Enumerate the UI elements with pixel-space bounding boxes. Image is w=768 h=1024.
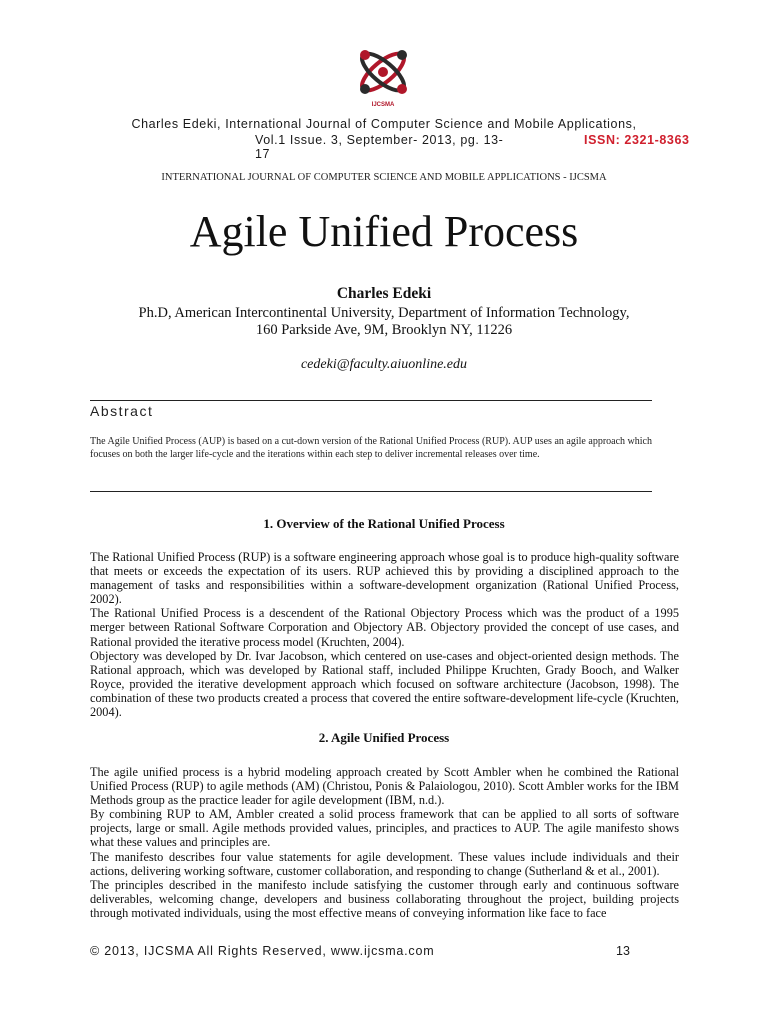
paragraph: The manifesto describes four value statements for agile development. These values include individuals and their actions, delivering working software, customer collaboration, and responding to change (Sutherland & et al., 2001). [90, 849, 679, 878]
paragraph: The Rational Unified Process is a descendent of the Rational Objectory Process which was the product of a 1995 merger between Rational Software Corporation and Objectory AB. Objectory provided the concept of use cases, and Rational provided the iterative process model (Kruchten, 2004). [90, 606, 679, 649]
ijcsma-logo [348, 42, 418, 112]
paragraph: The agile unified process is a hybrid modeling approach created by Scott Ambler when he combined the Rational Unified Process (RUP) to agile methods (AM) (Christou, Ponis & Palaiologou, 2010). Scott Ambler works for the IBM Methods group as the practice leader for agile development (IBM, n.d.). [90, 765, 679, 808]
abstract-text: The Agile Unified Process (AUP) is based on a cut-down version of the Rational Unified Process (RUP). AUP uses an agile approach which focuses on both the larger life-cycle and the iterations within each step to deliver incremental releases over time. [90, 436, 652, 460]
citation-line-1: Charles Edeki, International Journal of Computer Science and Mobile Applications, [131, 117, 637, 131]
section-heading-overview: 1. Overview of the Rational Unified Process [263, 516, 505, 531]
section-heading-aup: 2. Agile Unified Process [318, 730, 450, 745]
abstract-top-rule [90, 400, 652, 401]
paragraph: The principles described in the manifesto include satisfying the customer through early and continuous software deliverables, welcoming change, developers and business collaborating throughout the project, building projects through motivated individuals, using the most effective means of conveying information like face to face [90, 877, 679, 920]
section-body-aup [90, 765, 679, 920]
section-body-overview [90, 550, 679, 719]
author-name: Charles Edeki [336, 285, 432, 302]
logo-caption: IJCSMA [371, 102, 395, 108]
page-number: 13 [616, 944, 630, 958]
paragraph: By combining RUP to AM, Ambler created a solid process framework that can be applied to all sorts of software projects, large or small. Agile methods provided values, principles, and practices to AUP. The agile manifesto shows what these values and principles are. [90, 807, 679, 850]
issn-label: ISSN: 2321-8363 [584, 133, 690, 147]
atom-logo-icon [348, 42, 418, 104]
author-email: cedeki@faculty.aiuonline.edu [300, 357, 468, 372]
journal-name: INTERNATIONAL JOURNAL OF COMPUTER SCIENCE AND MOBILE APPLICATIONS - IJCSMA [161, 172, 607, 183]
abstract-bottom-rule [90, 491, 652, 492]
affiliation-line-2: 160 Parkside Ave, 9M, Brooklyn NY, 11226 [255, 322, 513, 338]
footer-copyright: © 2013, IJCSMA All Rights Reserved, www.ijcsma.com [90, 944, 435, 958]
paragraph: Objectory was developed by Dr. Ivar Jacobson, which centered on use-cases and object-oriented design methods. The Rational approach, which was developed by Rational staff, included Philippe Kruchten, Grady Booch, and Walker Royce, provided the iterative development approach which focused on software architecture (Jacobson, 1998). The combination of these two products created a process that covered the entire software-development life-cycle (Kruchten, 2004). [90, 648, 679, 720]
paper-title: Agile Unified Process [189, 207, 579, 256]
affiliation-line-1: Ph.D, American Intercontinental University, Department of Information Technology, [138, 305, 630, 321]
abstract-heading: Abstract [90, 403, 154, 419]
paragraph: The Rational Unified Process (RUP) is a software engineering approach whose goal is to produce high-quality software that meets or exceeds the expectation of its users. RUP achieved this by providing a disciplined approach to the management of tasks and responsibilities within a software-development organization (Rational Unified Process, 2002). [90, 550, 679, 607]
citation-line-2: Vol.1 Issue. 3, September- 2013, pg. 13-17 [255, 133, 504, 161]
